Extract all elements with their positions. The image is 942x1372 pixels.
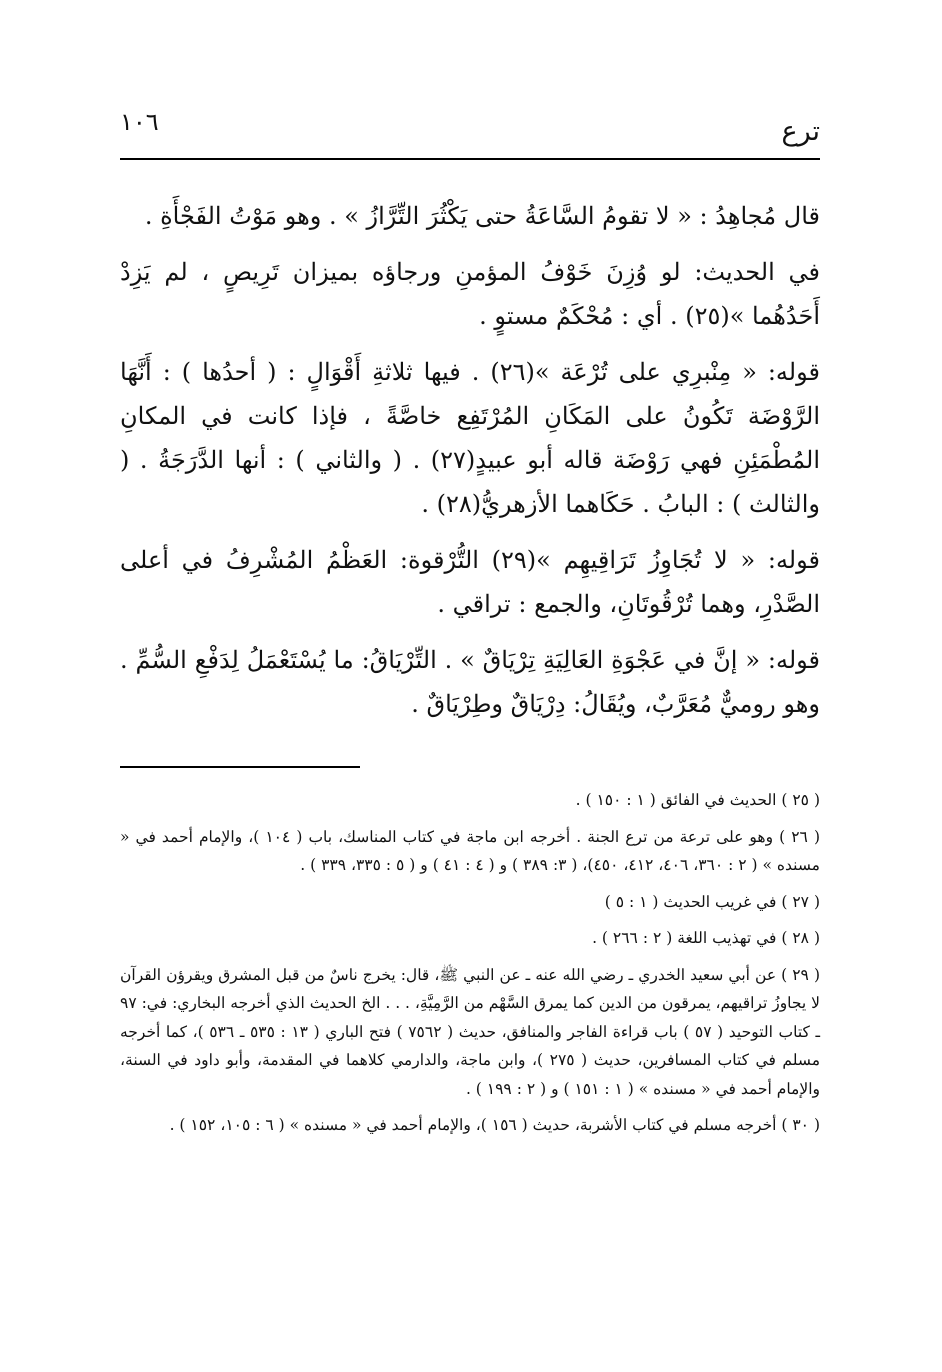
page-number: ١٠٦ bbox=[120, 108, 159, 136]
footnote-29: ( ٢٩ ) عن أبي سعيد الخدري ـ رضي الله عنه ـ عن النبي ﷺ، قال: يخرج ناسٌ من قبل المشرق ويقرؤن القرآن لا يجاوزُ تراقيهم، يمرقون من الدين كما يمرق السَّهْم من الرَّمِيَّةِ، . . . الخ الحديث الذي أخرجه البخاري: في: ٩٧ ـ كتاب التوحيد ( ٥٧ ) باب قراءة الفاجر والمنافق، حديث ( ٧٥٦٢ ) فتح الباري ( ١٣ : ٥٣٥ ـ ٥٣٦ )، كما أخرجه مسلم في كتاب المسافرين، حديث ( ٢٧٥ )، وابن ماجة، والدارمي كلاهما في المقدمة، وأبو داود في السنة، والإمام أحمد في « مسنده » ( ١ : ١٥١ ) و ( ٢ : ١٩٩ ) . bbox=[120, 965, 821, 1098]
header-rule bbox=[120, 158, 820, 160]
footnote-rule bbox=[120, 766, 360, 768]
paragraph-tur-a: قوله: « مِنْبرِي على تُرْعَة »(٢٦) . فيها ثلاثةِ أَقْوَالٍ : ( أحدُها ) : أَنَّهَا الرَّوْضَة تَكُونُ على المَكَانِ المُرْتَفِع خاصَّةً ، فإذا كانت في المكانِ المُطْمَئِنِ فهي رَوْضَة قاله أبو عبيدٍ(٢٧) . ( والثاني ) : أنها الدَّرَجَةُ . ( والثالث ) : البابُ . حَكَاهما الأزهريُّ(٢٨) . bbox=[120, 358, 821, 518]
chapter-title: ترع bbox=[781, 116, 820, 147]
paragraph-taraqi: قوله: « لا تُجَاوِزُ تَرَاقِيهِم »(٢٩) التُّرْقوة: العَظْمُ المُشْرِفُ في أعلى الصَّدْرِ، وهما تُرْقُوتَانِ، والجمع : تراقي . bbox=[120, 546, 820, 618]
footnote-26: ( ٢٦ ) وهو على ترعة من ترع الجنة . أخرجه ابن ماجة في كتاب المناسك، باب ( ١٠٤ )، والإمام أحمد في « مسنده » ( ٢ : ٣٦٠، ٤٠٦، ٤١٢، ٤٥٠)، ( ٣: ٣٨٩ ) و ( ٤ : ٤١ ) و ( ٥ : ٣٣٥، ٣٣٩ ) . bbox=[120, 827, 820, 874]
footnote-28: ( ٢٨ ) في تهذيب اللغة ( ٢ : ٢٦٦ ) . bbox=[592, 929, 820, 947]
footnote-25: ( ٢٥ ) الحديث في الفائق ( ١ : ١٥٠ ) . bbox=[575, 791, 820, 809]
page-header bbox=[120, 108, 820, 160]
footnote-30: ( ٣٠ ) أخرجه مسلم في كتاب الأشربة، حديث ( ١٥٦ )، والإمام أحمد في « مسنده » ( ٦ : ١٠٥، ١٥٢ ) . bbox=[169, 1116, 820, 1134]
paragraph-tarees: في الحديث: لو وُزِنَ خَوْفُ المؤمنِ ورجاؤه بميزان تَرِيصٍ ، لم يَزِدْ أَحَدُهُما »(٢٥) . أي : مُحْكَمٌ مستوٍ . bbox=[120, 258, 820, 330]
paragraph-mujahid: قال مُجاهِدُ : « لا تقومُ السَّاعَةُ حتى يَكْثُرَ التِّرَّازُ » . وهو مَوْتُ الفَجْأَةِ . bbox=[144, 202, 820, 230]
paragraph-tiryaq: قوله: « إنَّ في عَجْوَةِ العَالِيَةِ تِرْيَاقٌ » . التِّرْيَاقُ: ما يُسْتَعْمَلُ لِدَفْعِ السُّمِّ . وهو روميٌّ مُعَرَّبٌ، ويُقَالُ: دِرْيَاقٌ وطِرْيَاقٌ . bbox=[120, 646, 820, 718]
main-text bbox=[120, 194, 820, 738]
footnote-27: ( ٢٧ ) في غريب الحديث ( ١ : ٥ ) bbox=[604, 892, 820, 911]
book-page bbox=[120, 0, 820, 1372]
footnotes bbox=[120, 786, 820, 1148]
